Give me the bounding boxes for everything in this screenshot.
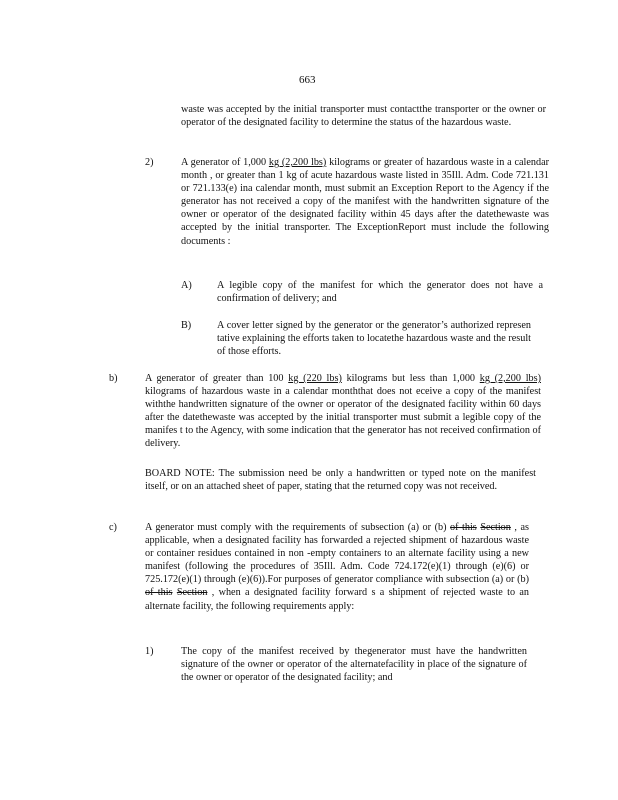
item-2-marker: 2) bbox=[145, 157, 154, 168]
item-b-marker: b) bbox=[109, 373, 118, 384]
item-2B-paragraph: A cover letter signed by the generator or the generator’s authorized represen tative explaining the efforts taken to locatethe hazardous waste and the result of those efforts. bbox=[217, 320, 531, 358]
item-c-marker: c) bbox=[109, 522, 117, 533]
underlined-text: kg (2,200 lbs) bbox=[479, 373, 541, 384]
text-fragment: , as applicable, when a designated facility has forwarded a rejected shipment of hazardous waste or container residues contained in non -empty containers to an alternate facility using a new manifest (following the procedures of 35Ill. Adm. Code 724.172(e)(1) through (e)(6) or 725.172(e)(1) through (e)(6)).For purposes of generator compliance with subsection (a) or (b) bbox=[145, 522, 532, 586]
item-2A-paragraph: A legible copy of the manifest for which the generator does not have a confirmation of delivery; and bbox=[217, 280, 543, 305]
struck-text: Section bbox=[480, 522, 511, 533]
text-fragment: A generator of 1,000 bbox=[181, 157, 269, 168]
text-fragment: , when a designated facility forward s a shipment of rejected waste to an alternate facility, the following requirements apply: bbox=[145, 587, 532, 612]
page-number: 663 bbox=[299, 74, 316, 86]
board-note: BOARD NOTE: The submission need be only a handwritten or typed note on the manifest itself, or on an attached sheet of paper, stating that the returned copy was not received. bbox=[145, 468, 536, 493]
text-fragment: A generator of greater than 100 bbox=[145, 373, 289, 384]
carryover-paragraph: waste was accepted by the initial transporter must contactthe transporter or the owner or operator of the designated facility to determine the status of the hazardous waste. bbox=[181, 104, 546, 129]
underlined-text: kg (2,200 lbs) bbox=[268, 157, 327, 168]
struck-text: of this bbox=[145, 587, 173, 599]
item-c1-paragraph: The copy of the manifest received by thegenerator must have the handwritten signature of the owner or operator of the alternatefacility in place of the signature of the owner or operator of the designated facility; and bbox=[181, 646, 527, 684]
text-fragment: A generator must comply with the requirements of subsection (a) or (b) bbox=[145, 522, 451, 533]
struck-text: Section bbox=[176, 587, 208, 599]
text-fragment: kilograms but less than 1,000 bbox=[341, 373, 480, 384]
underlined-text: kg (220 lbs) bbox=[288, 373, 342, 384]
item-2-paragraph bbox=[181, 156, 552, 248]
text-fragment: kilograms of hazardous waste in a calendar monththat does not eceive a copy of the manifest withthe handwritten signature of the owner or operator of the designated facility within 60 days after the datethewaste was accepted by the initial transporter must submit a legible copy of the manifes t to the Agency, with some indication that the generator has not received confirmation of delivery. bbox=[145, 373, 544, 450]
item-2B-marker: B) bbox=[181, 320, 192, 331]
item-c-paragraph bbox=[145, 521, 532, 613]
item-b-paragraph bbox=[145, 372, 544, 451]
item-2A-marker: A) bbox=[181, 280, 192, 291]
text-fragment: kilograms or greater of hazardous waste in a calendar month , or greater than 1 kg of acute hazardous waste listed in 35Ill. Adm. Code 721.131 or 721.133(e) ina calendar month, must submit an Exception Report to the Agency if the generator has not received a copy of the manifest with the handwritten signature of the owner or operator of the designated facility within 45 days after the datethewaste was accepted by the initial transporter. The ExceptionReport must include the following documents : bbox=[181, 157, 552, 247]
item-c1-marker: 1) bbox=[145, 646, 154, 657]
struck-text: of this bbox=[450, 522, 477, 533]
